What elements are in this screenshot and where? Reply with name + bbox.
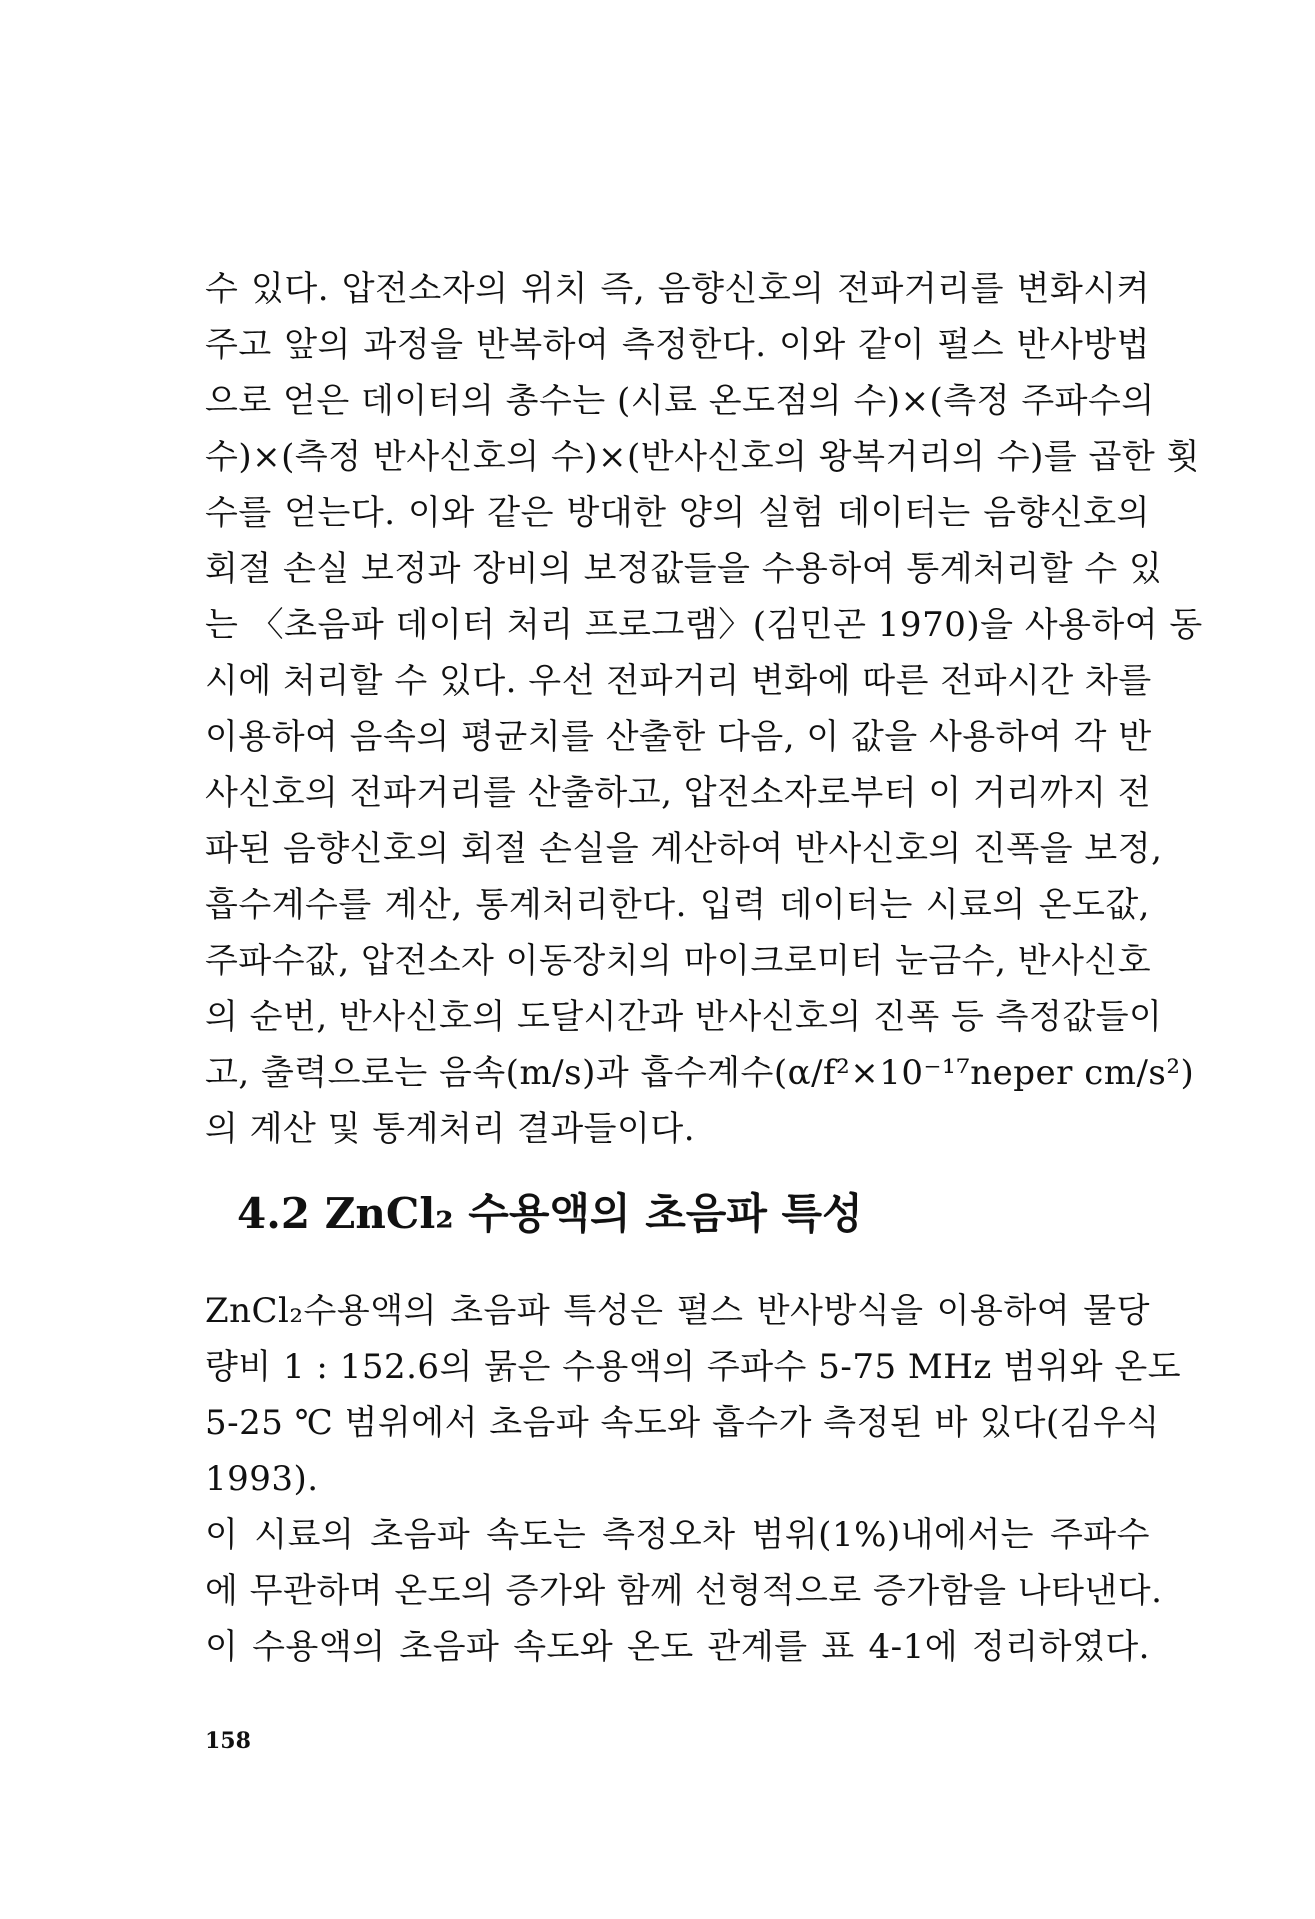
body-line: 5-25 ℃ 범위에서 초음파 속도와 흡수가 측정된 바 있다(김우식 <box>205 1403 1160 1443</box>
body-line: ZnCl₂수용액의 초음파 특성은 펄스 반사방식을 이용하여 물당 <box>205 1291 1150 1331</box>
body-line: 1993). <box>205 1459 319 1499</box>
body-line: 으로 얻은 데이터의 총수는 (시료 온도점의 수)×(측정 주파수의 <box>205 381 1155 421</box>
body-line: 량비 1 : 152.6의 묽은 수용액의 주파수 5-75 MHz 범위와 온도 <box>205 1347 1182 1387</box>
section-heading: 4.2 ZnCl₂ 수용액의 초음파 특성 <box>237 1189 863 1238</box>
page-number: 158 <box>205 1728 251 1754</box>
body-line: 흡수계수를 계산, 통계처리한다. 입력 데이터는 시료의 온도값, <box>205 885 1150 925</box>
body-line: 수 있다. 압전소자의 위치 즉, 음향신호의 전파거리를 변화시켜 <box>205 269 1150 309</box>
body-line: 수)×(측정 반사신호의 수)×(반사신호의 왕복거리의 수)를 곱한 횟 <box>205 437 1200 477</box>
body-line: 이용하여 음속의 평균치를 산출한 다음, 이 값을 사용하여 각 반 <box>205 717 1152 757</box>
body-line: 에 무관하며 온도의 증가와 함께 선형적으로 증가함을 나타낸다. <box>205 1571 1163 1611</box>
body-line: 시에 처리할 수 있다. 우선 전파거리 변화에 따른 전파시간 차를 <box>205 661 1152 701</box>
body-line: 이 수용액의 초음파 속도와 온도 관계를 표 4-1에 정리하였다. <box>205 1627 1150 1667</box>
body-line: 주고 앞의 과정을 반복하여 측정한다. 이와 같이 펄스 반사방법 <box>205 325 1150 365</box>
body-line: 의 계산 및 통계처리 결과들이다. <box>205 1109 696 1149</box>
body-line: 사신호의 전파거리를 산출하고, 압전소자로부터 이 거리까지 전 <box>205 773 1152 813</box>
body-line: 의 순번, 반사신호의 도달시간과 반사신호의 진폭 등 측정값들이 <box>205 997 1163 1037</box>
body-line: 이 시료의 초음파 속도는 측정오차 범위(1%)내에서는 주파수 <box>205 1515 1150 1555</box>
body-line: 주파수값, 압전소자 이동장치의 마이크로미터 눈금수, 반사신호 <box>205 941 1152 981</box>
body-line: 회절 손실 보정과 장비의 보정값들을 수용하여 통계처리할 수 있 <box>205 549 1163 589</box>
body-line: 는 〈초음파 데이터 처리 프로그램〉(김민곤 1970)을 사용하여 동 <box>205 605 1203 645</box>
body-line: 고, 출력으로는 음속(m/s)과 흡수계수(α/f²×10⁻¹⁷neper cm/s²) <box>205 1053 1195 1093</box>
body-line: 파된 음향신호의 회절 손실을 계산하여 반사신호의 진폭을 보정, <box>205 829 1163 869</box>
body-line: 수를 얻는다. 이와 같은 방대한 양의 실험 데이터는 음향신호의 <box>205 493 1150 533</box>
